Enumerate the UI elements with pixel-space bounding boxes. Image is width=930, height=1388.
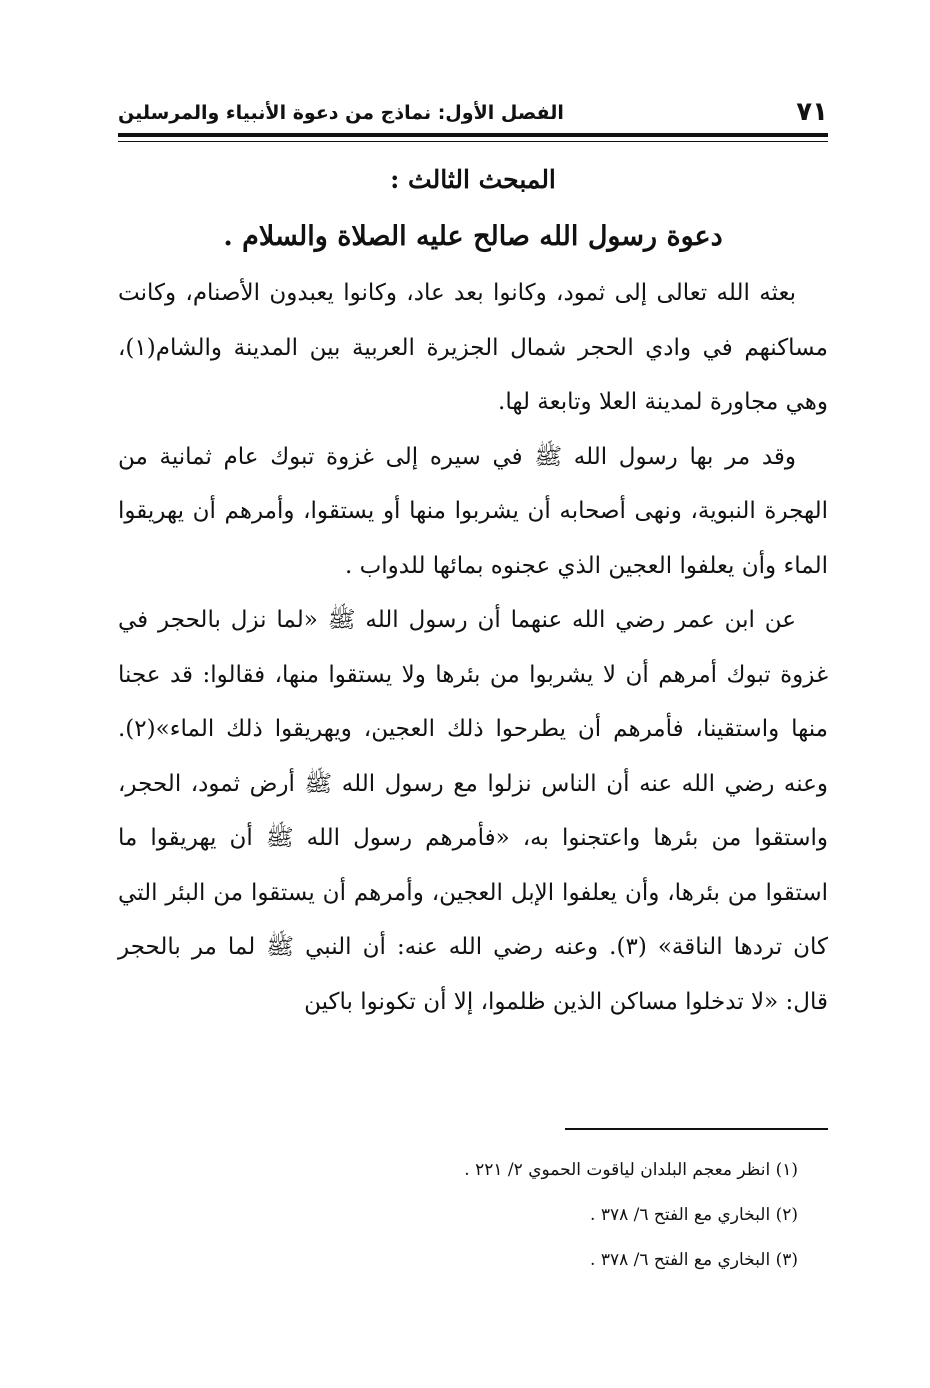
section-label: المبحث الثالث : xyxy=(390,165,556,194)
footnote: (١) انظر معجم البلدان لياقوت الحموي ٢/ ٢٢١ . xyxy=(464,1160,798,1180)
header-rule-thick xyxy=(118,133,828,137)
body-text xyxy=(118,266,828,1029)
paragraph: عن ابن عمر رضي الله عنهما أن رسول الله ﷺ «لما نزل بالحجر في غزوة تبوك أمرهم أن لا يشربوا من بئرها ولا يستقوا منها، فقالوا: قد عجنا منها واستقينا، فأمرهم أن يطرحوا ذلك العجين، ويهريقوا ذلك الماء»(٢). وعنه رضي الله عنه أن الناس نزلوا مع رسول الله ﷺ أرض ثمود، الحجر، واستقوا من بئرها واعتجنوا به، «فأمرهم رسول الله ﷺ أن يهريقوا ما استقوا من بئرها، وأن يعلفوا الإبل العجين، وأمرهم أن يستقوا من البئر التي كان تردها الناقة» (٣). وعنه رضي الله عنه: أن النبي ﷺ لما مر بالحجر قال: «لا تدخلوا مساكن الذين ظلموا، إلا أن تكونوا باكين xyxy=(118,607,829,1015)
paragraph: بعثه الله تعالى إلى ثمود، وكانوا بعد عاد، وكانوا يعبدون الأصنام، وكانت مساكنهم في وادي الحجر شمال الجزيرة العربية بين المدينة والشام(١)، وهي مجاورة لمدينة العلا وتابعة لها. xyxy=(118,280,828,415)
running-title: الفصل الأول: نماذج من دعوة الأنبياء والمرسلين xyxy=(118,102,564,124)
paragraph: وقد مر بها رسول الله ﷺ في سيره إلى غزوة تبوك عام ثمانية من الهجرة النبوية، ونهى أصحابه أن يشربوا منها أو يستقوا، وأمرهم أن يهريقوا الماء وأن يعلفوا العجين الذي عجنوه بمائها للدواب . xyxy=(118,443,828,579)
footnotes xyxy=(118,1148,828,1283)
page-header xyxy=(118,96,828,126)
header-rule-thin xyxy=(118,141,828,142)
footnote: (٢) البخاري مع الفتح ٦/ ٣٧٨ . xyxy=(590,1205,798,1225)
section-title: دعوة رسول الله صالح عليه الصلاة والسلام . xyxy=(223,221,723,252)
page-number: ٧١ xyxy=(796,97,828,127)
footnote-separator xyxy=(565,1128,828,1130)
footnote: (٣) البخاري مع الفتح ٦/ ٣٧٨ . xyxy=(590,1250,798,1270)
